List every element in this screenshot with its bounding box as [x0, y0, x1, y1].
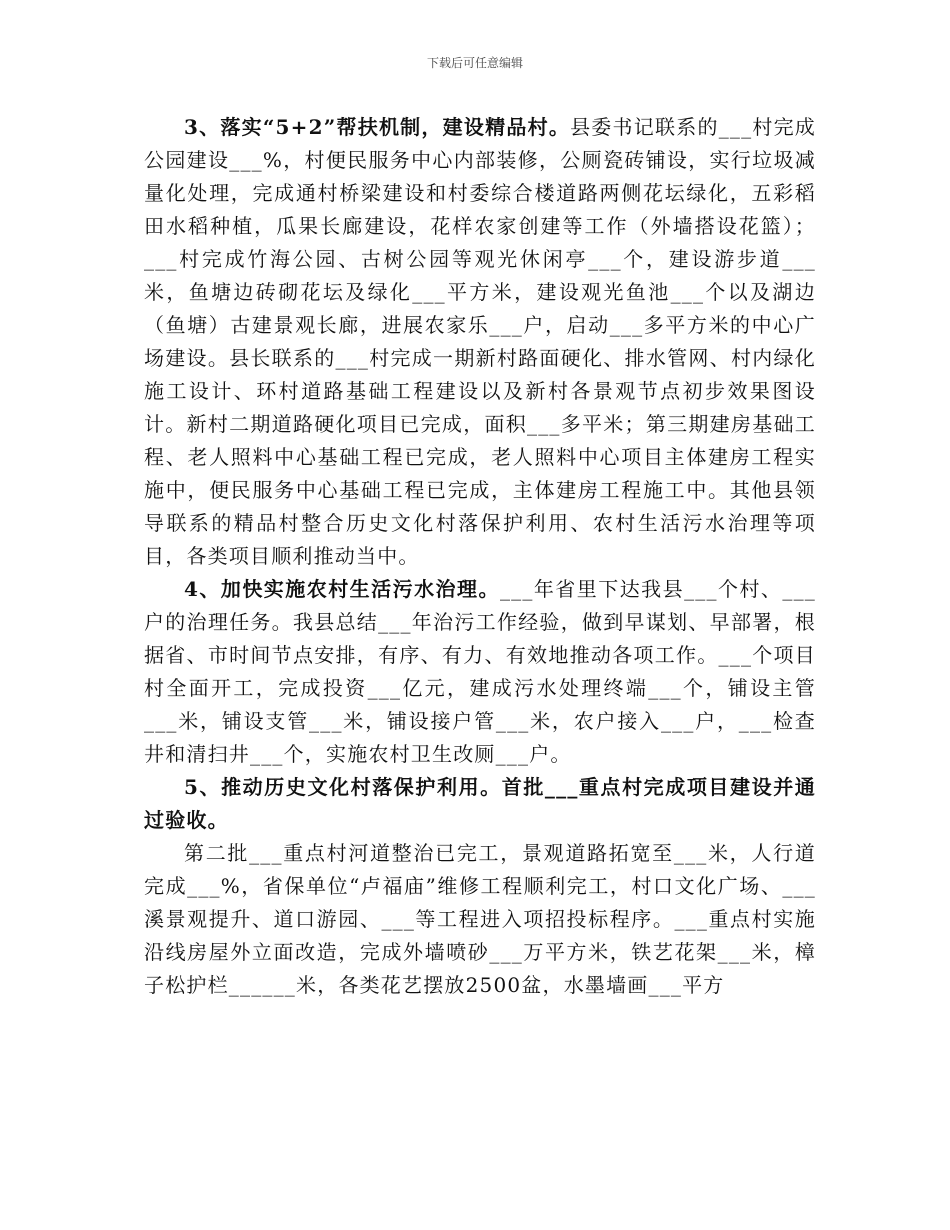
paragraph-4: [144, 573, 816, 771]
paragraph-3: [144, 111, 816, 573]
paragraph-text: 第二批___重点村河道整治已完工，景观道路拓宽至___米，人行道完成___%，省保单位“卢福庙”维修工程顺利完工，村口文化广场、___溪景观提升、道口游园、___等工程进入项招投标程序。___重点村实施沿线房屋外立面改造，完成外墙喷砂___万平方米，铁艺花架___米，樟子松护栏______米，各类花艺摆放2500盆，水墨墙画___平方: [144, 841, 816, 997]
page-header: 下载后可任意编辑: [426, 56, 523, 70]
document-body: [144, 111, 816, 1002]
paragraph-text: 县委书记联系的___村完成公园建设___%，村便民服务中心内部装修，公厕瓷砖铺设，实行垃圾减量化处理，完成通村桥梁建设和村委综合楼道路两侧花坛绿化，五彩稻田水稻种植，瓜果长廊建设，花样农家创建等工作（外墙搭设花篮）；___村完成竹海公园、古树公园等观光休闲亭___个，建设游步道___米，鱼塘边砖砌花坛及绿化___平方米，建设观光鱼池___个以及湖边（鱼塘）古建景观长廊，进展农家乐___户，启动___多平方米的中心广场建设。县长联系的___村完成一期新村路面硬化、排水管网、村内绿化施工设计、环村道路基础工程建设以及新村各景观节点初步效果图设计。新村二期道路硬化项目已完成，面积___多平米；第三期建房基础工程、老人照料中心基础工程已完成，老人照料中心项目主体建房工程实施中，便民服务中心基础工程已完成，主体建房工程施工中。其他县领导联系的精品村整合历史文化村落保护利用、农村生活污水治理等项目，各类项目顺利推动当中。: [144, 115, 816, 568]
paragraph-5: [144, 771, 816, 837]
paragraph-heading: 4、加快实施农村生活污水治理。: [184, 577, 500, 601]
paragraph-5-continued: [144, 837, 816, 1002]
paragraph-heading: 5、推动历史文化村落保护利用。首批___重点村完成项目建设并通过验收。: [144, 775, 816, 832]
paragraph-text: ___年省里下达我县___个村、___户的治理任务。我县总结___年治污工作经验，做到早谋划、早部署，根据省、市时间节点安排，有序、有力、有效地推动各项工作。___个项目村全面开工，完成投资___亿元，建成污水处理终端___个，铺设主管___米，铺设支管___米，铺设接户管___米，农户接入___户，___检查井和清扫井___个，实施农村卫生改厕___户。: [144, 577, 816, 766]
paragraph-heading: 3、落实“5+2”帮扶机制，建设精品村。: [184, 115, 571, 139]
